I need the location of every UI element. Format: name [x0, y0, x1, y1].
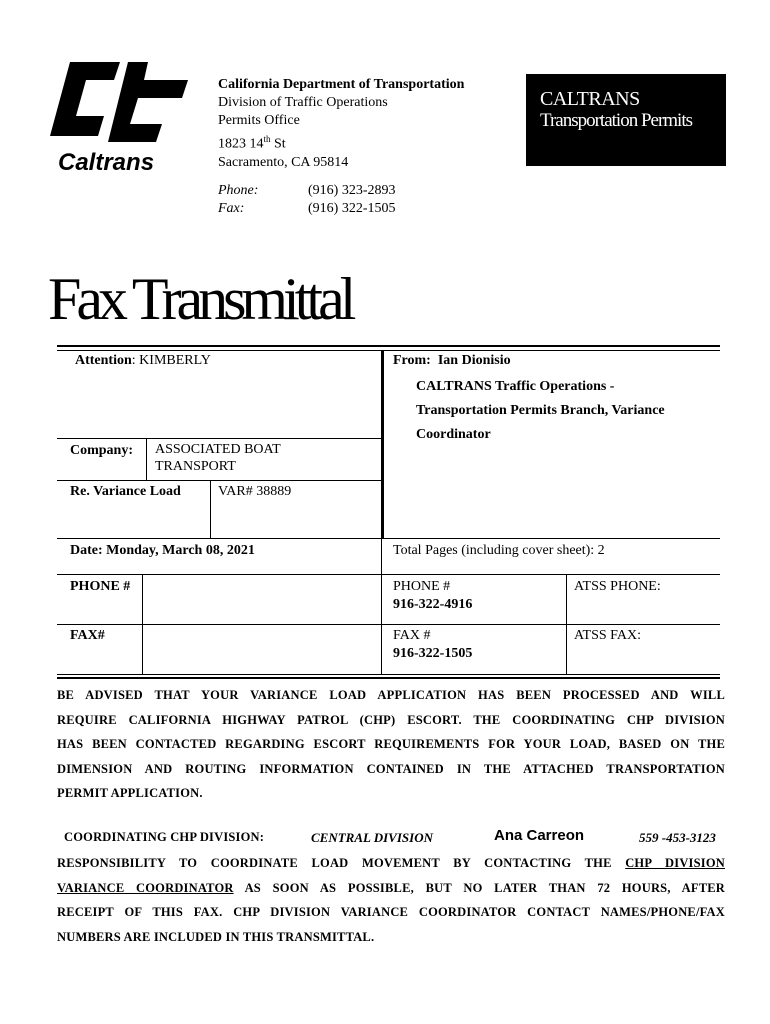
- agency-street: 1823 14th St: [218, 134, 286, 152]
- badge-line-2: Transportation Permits: [540, 110, 692, 131]
- date-field: Date: Monday, March 08, 2021: [70, 543, 255, 558]
- agency-division: Division of Traffic Operations: [218, 95, 388, 110]
- atss-phone-label: ATSS PHONE:: [574, 579, 661, 594]
- agency-contact: [218, 182, 396, 218]
- lower-center-divider: [381, 538, 382, 674]
- chp-coordinator-name: Ana Carreon: [494, 827, 585, 844]
- from-field: From: Ian Dionisio: [393, 353, 511, 368]
- re-value: VAR# 38889: [218, 484, 292, 499]
- fax-rule: [57, 624, 720, 625]
- chp-division-link-text: CHP DIVISION: [625, 856, 725, 870]
- page-title: Fax Transmittal: [48, 266, 352, 332]
- fax-right-value: 916-322-1505: [393, 646, 473, 661]
- phone-right-label: PHONE #: [393, 579, 451, 594]
- total-pages: Total Pages (including cover sheet): 2: [393, 543, 605, 558]
- company-label: Company:: [70, 443, 134, 458]
- from-name: Ian Dionisio: [437, 353, 511, 368]
- attention-label: Attention: [75, 353, 132, 368]
- re-rule: [57, 480, 382, 481]
- date-rule: [57, 538, 720, 539]
- fax-right-label: FAX #: [393, 628, 431, 643]
- attention-value: : KIMBERLY: [131, 353, 211, 368]
- notice-paragraph: BE ADVISED THAT YOUR VARIANCE LOAD APPLICATION HAS BEEN PROCESSED AND WILL REQUIRE CALIFORNIA HIGHWAY PATROL (CHP) ESCORT. THE COORDINATING CHP DIVISION HAS BEEN CONTACTED REGARDING ESCORT REQUIREMENTS FOR YOUR LOAD, BASED ON THE DIMENSION AND ROUTING INFORMATION CONTAINED IN THE ATTACHED TRANSPORTATION PERMIT APPLICATION.: [57, 688, 725, 800]
- chp-coordinator-phone: 559 -453-3123: [639, 830, 716, 845]
- agency-name: California Department of Transportation: [218, 77, 465, 92]
- agency-phone: (916) 323-2893: [308, 183, 396, 198]
- caltrans-logo: [50, 58, 190, 176]
- atss-fax-label: ATSS FAX:: [574, 628, 642, 643]
- re-divider: [210, 480, 211, 538]
- variance-coordinator-text: VARIANCE COORDINATOR: [57, 880, 234, 895]
- attention-field: [75, 352, 211, 369]
- chp-division-label: COORDINATING CHP DIVISION:: [64, 830, 265, 844]
- agency-office: Permits Office: [218, 113, 300, 128]
- permits-badge: [526, 74, 726, 166]
- phone-left-label: PHONE #: [70, 579, 131, 594]
- phone-label: Phone:: [218, 183, 259, 198]
- company-value: ASSOCIATED BOAT TRANSPORT: [155, 442, 281, 474]
- fax-left-label: FAX#: [70, 628, 105, 643]
- company-rule: [57, 438, 382, 439]
- badge-line-1: CALTRANS: [540, 88, 640, 110]
- re-label: Re. Variance Load: [70, 484, 181, 499]
- agency-city: Sacramento, CA 95814: [218, 154, 349, 170]
- from-organization: CALTRANS Traffic Operations - Transportation Permits Branch, Variance Coordinator: [416, 379, 665, 442]
- phone-right-value: 916-322-4916: [393, 597, 473, 612]
- agency-address: [218, 76, 464, 172]
- phone-rule: [57, 574, 720, 575]
- form-top-rule: [57, 345, 720, 347]
- form-bottom-rule: [57, 674, 720, 675]
- form-top-rule-thin: [57, 350, 720, 351]
- agency-fax: (916) 322-1505: [308, 201, 396, 216]
- chp-division-name: CENTRAL DIVISION: [311, 830, 433, 845]
- responsibility-paragraph: RESPONSIBILITY TO COORDINATE LOAD MOVEMENT BY CONTACTING THE CHP DIVISION VARIANCE COORDINATOR AS SOON AS POSSIBLE, BUT NO LATER THAN 72 HOURS, AFTER RECEIPT OF THIS FAX. CHP DIVISION VARIANCE COORDINATOR CONTACT NAMES/PHONE/FAX NUMBERS ARE INCLUDED IN THIS TRANSMITTAL.: [57, 856, 725, 944]
- fax-label: Fax:: [218, 201, 245, 216]
- company-divider: [146, 438, 147, 480]
- logo-wordmark: Caltrans: [58, 149, 155, 176]
- form-center-divider: [381, 350, 384, 538]
- form-bottom-rule-thick: [57, 677, 720, 679]
